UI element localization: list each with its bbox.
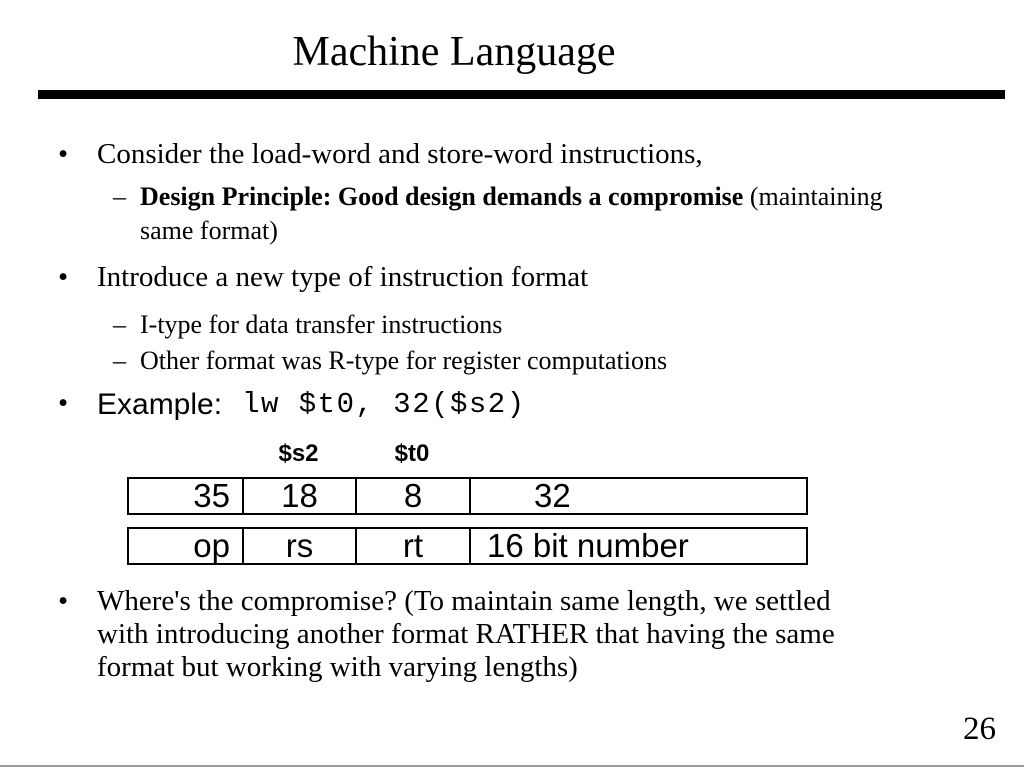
register-label-s2: $s2 (278, 440, 319, 467)
example-label: Example: (97, 388, 223, 421)
table-cell-rs-label: rs (242, 529, 355, 563)
dash-icon: – (113, 310, 126, 339)
bullet-icon: • (58, 585, 69, 617)
table-cell-immediate-value: 32 (469, 479, 806, 513)
example-code: lw $t0, 32($s2) (242, 388, 526, 421)
bottom-edge-rule (0, 765, 1024, 767)
table-cell-immediate-label: 16 bit number (469, 529, 806, 563)
instruction-values-row (127, 477, 808, 515)
page-number: 26 (963, 711, 996, 747)
bullet-icon: • (58, 387, 69, 419)
compromise-line-3: format but working with varying lengths) (97, 651, 578, 683)
bullet-introduce-text: Introduce a new type of instruction format (97, 261, 589, 293)
register-label-t0: $t0 (394, 440, 430, 467)
slide-title: Machine Language (292, 29, 616, 75)
design-principle-line2: same format) (140, 216, 278, 245)
instruction-fields-row (127, 527, 808, 565)
bullet-introduce (58, 261, 588, 294)
bullet-consider-text: Consider the load-word and store-word instructions, (97, 138, 703, 170)
subbullet-itype (113, 308, 502, 342)
subbullet-rtype-text: Other format was R-type for register computations (140, 346, 668, 375)
dash-icon: – (113, 346, 126, 375)
design-principle-bold: Design Principle: Good design demands a compromise (140, 182, 744, 211)
bullet-example (58, 387, 526, 423)
dash-icon: – (113, 182, 126, 211)
compromise-line-2: with introducing another format RATHER that having the same (97, 618, 835, 650)
table-cell-op-label: op (193, 527, 230, 564)
title-divider-rule (38, 90, 1005, 99)
bullet-compromise (58, 585, 988, 684)
table-cell-rs-value: 18 (242, 479, 355, 513)
compromise-line-1: Where's the compromise? (To maintain same length, we settled (97, 585, 831, 617)
bullet-icon: • (58, 261, 69, 293)
bullet-icon: • (58, 138, 69, 170)
table-cell-rt-label: rt (355, 529, 469, 563)
subbullet-itype-text: I-type for data transfer instructions (140, 310, 503, 339)
subbullet-rtype (113, 344, 667, 378)
bullet-compromise-text (97, 585, 835, 684)
table-cell-rt-value: 8 (355, 479, 469, 513)
design-principle-regular: (maintaining (743, 182, 883, 211)
bullet-consider (58, 138, 703, 171)
subbullet-design-principle (113, 180, 993, 248)
subbullet-design-principle-text (140, 180, 883, 248)
table-cell-opcode-value: 35 (193, 477, 230, 514)
